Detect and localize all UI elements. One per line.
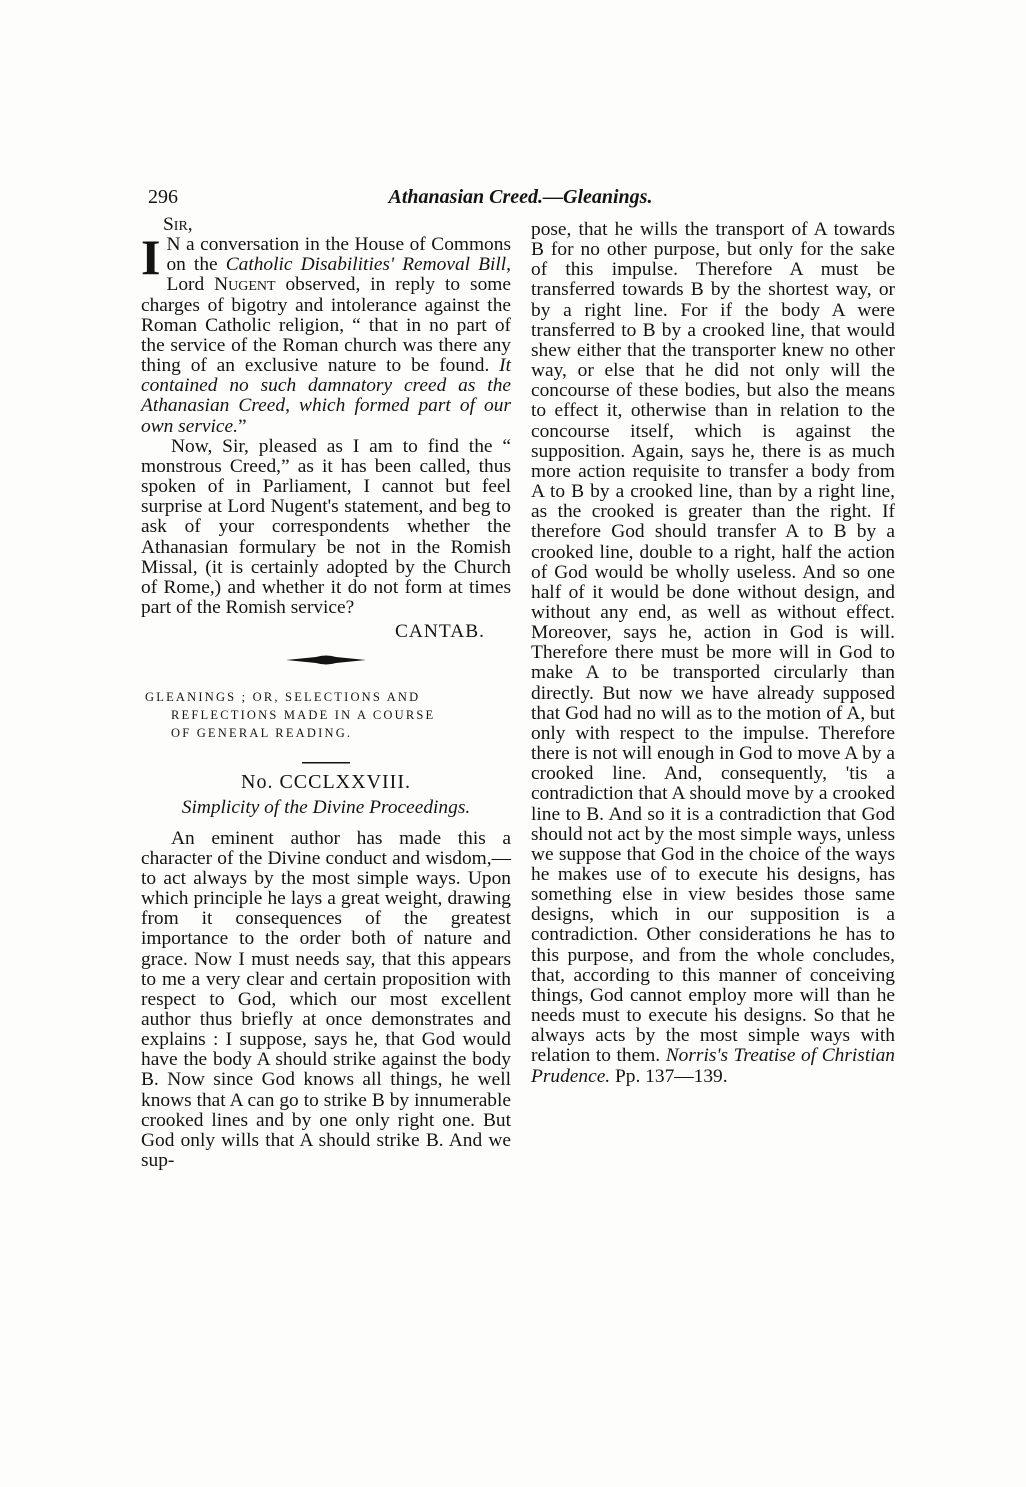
ornament-rule-icon	[286, 654, 366, 666]
page-header	[148, 186, 893, 210]
signature: CANTAB.	[394, 621, 485, 643]
ornament-divider	[141, 654, 511, 666]
gleanings-heading-line: OF GENERAL READING.	[171, 726, 353, 741]
short-rule	[141, 762, 511, 764]
letter-paragraph-1	[141, 229, 511, 437]
running-title: Athanasian Creed.—Gleanings.	[388, 186, 653, 208]
letter-paragraph-2: Now, Sir, pleased as I am to find the “ monstrous Creed,” as it has been called, thus spoken of in Parliament, I cannot but feel surprise at Lord Nugent's statement, and beg to ask of your correspondents whether the Athanasian formulary be not in the Romish Missal, (it is certainly adopted by the Church of Rome,) and whether it do not form at times part of the Romish service?	[141, 435, 511, 618]
left-column	[141, 215, 511, 1171]
letter-text: observed, in reply to some charges of bigotry and intolerance against the Roman Catholic religion, “ that in no part of the service of the Roman church was there any thing of an exclusive nature to be found.	[141, 274, 511, 377]
bill-title: Catholic Disabilities' Removal Bill	[225, 254, 507, 276]
drop-cap: I	[141, 229, 161, 286]
article-subtitle: Simplicity of the Divine Proceedings.	[181, 797, 471, 819]
gleanings-paragraph-left: An eminent author has made this a character of the Divine conduct and wisdom,—to act always by the most simple ways. Upon which principle he lays a great weight, drawing from it consequences of the greatest importance to the order both of nature and grace. Now I must needs say, that this appears to me a very clear and certain proposition with respect to God, which our most excellent author thus briefly at once demonstrates and explains : I suppose, says he, that God would have the body A should strike against the body B. Now since God knows all things, he well knows that A can go to strike B by innumerable crooked lines and by one only right one. But God only wills that A should strike B. And we sup-	[141, 827, 511, 1172]
rule-line-icon	[302, 762, 350, 764]
citation: Norris's Treatise of Christian Prudence.	[531, 1045, 896, 1087]
gleanings-heading-line: REFLECTIONS MADE IN A COURSE	[171, 708, 436, 723]
article-number: No. CCCLXXVIII.	[241, 771, 411, 794]
gleanings-paragraph-right	[531, 220, 895, 1087]
quoted-statement: It contained no such damnatory creed as the Athanasian Creed, which formed part of our own service.	[141, 355, 511, 437]
letter-text: N a conversation in the House of Commons on the	[166, 234, 511, 276]
letter-text: ”	[237, 415, 247, 437]
gleanings-heading-line: GLEANINGS ; OR, SELECTIONS AND	[145, 690, 421, 705]
gleanings-text: pose, that he wills the transport of A towards B for no other purpose, but only for the sake of this impulse. Therefore A must be transferred towards B by the shortest way, or by a right line. For if the body A were transferred to B by a crooked line, that would shew either that the transporter knew no other way, or else that he did not only will the concourse of these bodies, but also the means to effect it, otherwise than in relation to the concourse itself, which is against the supposition. Again, says he, there is as much more action requisite to transfer a body from A to B by a crooked line, than by a right line, as the crooked is greater than the right. If therefore God should transfer A to B by a crooked line, double to a right, half the action of God would be wholly useless. And so one half of it would be done without design, and without any end, as well as without effect. Moreover, says he, action in God is will. Therefore there must be more will in God to make A to be transported circularly than directly. But now we have already supposed that God had no will as to the motion of A, but only with respect to the impulse. Therefore there is not will enough in God to move A by a crooked line. And, consequently, 'tis a contradiction that A should move by a crooked line to B. And so it is a contradiction that God should not act by the most simple ways, unless we suppose that God in the choice of the ways he makes use of to execute his designs, has something else in view besides those same designs, which in our supposition is a contradiction. Other considerations he has to this purpose, and from the whole concludes, that, according to this manner of conceiving things, God cannot employ more will than he needs must to execute his designs. So that he always acts by the most simple ways with relation to them.	[531, 219, 895, 1067]
lord-name: Nugent	[214, 274, 276, 296]
page-number: 296	[148, 186, 178, 208]
right-column	[531, 220, 895, 1087]
salutation: Sir,	[163, 214, 193, 235]
gleanings-heading	[145, 688, 511, 742]
citation-pages: Pp. 137—139.	[610, 1065, 728, 1087]
letter-text: , Lord	[166, 254, 511, 296]
